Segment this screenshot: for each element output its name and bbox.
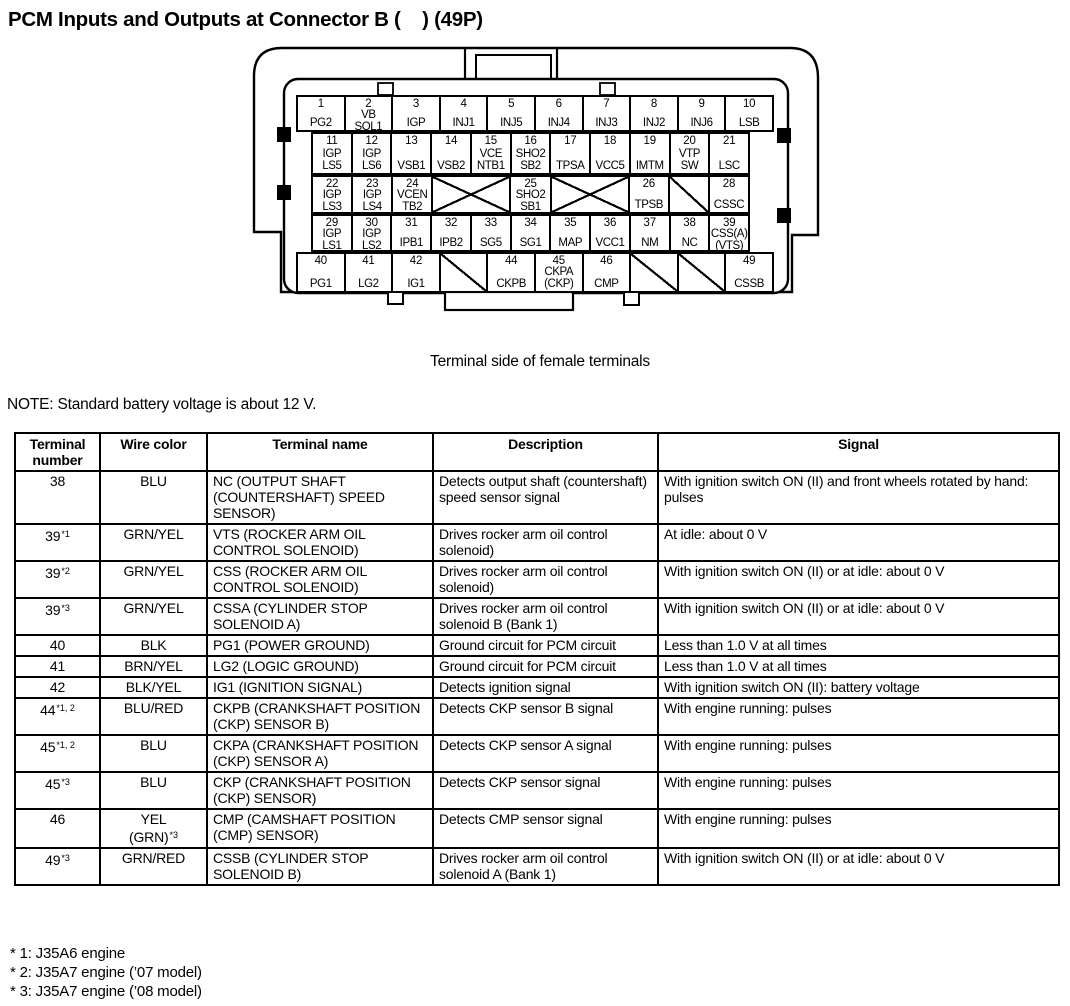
pin-number: 29 xyxy=(325,217,339,229)
column-header: Description xyxy=(433,433,658,471)
pin-number: 20 xyxy=(683,135,696,147)
pin-number: 37 xyxy=(643,217,656,229)
pin-label: IGP xyxy=(406,116,426,129)
wire-color-cell: BLU xyxy=(100,735,207,772)
description-cell: Detects CKP sensor B signal xyxy=(433,698,658,735)
pin-label: INJ2 xyxy=(642,116,665,129)
pin-24 xyxy=(391,175,433,214)
pin-41 xyxy=(344,252,394,293)
terminal-number-cell: 39$^{*2}$ xyxy=(15,561,100,598)
polarization-key xyxy=(777,208,791,223)
pin-label: INJ4 xyxy=(547,116,570,129)
description-cell: Detects output shaft (countershaft) speed sensor signal xyxy=(433,471,658,524)
pin-label: LSB xyxy=(738,116,760,129)
pin-number: 23 xyxy=(365,178,379,190)
pin-25 xyxy=(509,175,551,214)
top-keyway xyxy=(600,83,615,95)
pin-40 xyxy=(296,252,346,293)
footnote: * 1: J35A6 engine xyxy=(10,945,126,962)
terminal-name-cell: CKPB (CRANKSHAFT POSITION (CKP) SENSOR B) xyxy=(207,698,433,735)
pin-label: CKPA (CKP) xyxy=(544,266,574,290)
pin-10 xyxy=(724,95,774,132)
footnote: * 2: J35A7 engine (’07 model) xyxy=(10,964,202,981)
pin-label: SHO2 SB1 xyxy=(515,189,546,213)
terminal-table xyxy=(14,432,1060,886)
pin-14 xyxy=(430,132,472,175)
pin-11 xyxy=(311,132,353,175)
pin-12 xyxy=(351,132,393,175)
pin-label: VSB2 xyxy=(437,159,465,172)
description-cell: Drives rocker arm oil control solenoid B (Bank 1) xyxy=(433,598,658,635)
terminal-number-cell: 46 xyxy=(15,809,100,848)
pin-label: SG1 xyxy=(519,236,542,249)
pin-number: 39 xyxy=(723,217,736,229)
pin-number: 2 xyxy=(365,98,372,110)
blank-pin-cell xyxy=(629,252,679,293)
pin-number: 24 xyxy=(406,178,419,190)
pin-label: VCEN TB2 xyxy=(397,189,428,213)
terminal-number-cell: 39$^{*3}$ xyxy=(15,598,100,635)
description-cell: Detects CMP sensor signal xyxy=(433,809,658,848)
terminal-number-cell: 41 xyxy=(15,656,100,677)
table-row xyxy=(15,772,1059,809)
table-row xyxy=(15,656,1059,677)
terminal-number-cell: 44$^{*1, 2}$ xyxy=(15,698,100,735)
pin-label: TPSB xyxy=(634,198,664,211)
pin-22 xyxy=(311,175,353,214)
pin-8 xyxy=(629,95,679,132)
pin-26 xyxy=(628,175,670,214)
wire-color-cell: GRN/RED xyxy=(100,848,207,885)
signal-cell: At idle: about 0 V xyxy=(658,524,1059,561)
bottom-tab-small xyxy=(388,292,403,304)
signal-cell: With engine running: pulses xyxy=(658,735,1059,772)
page-title: PCM Inputs and Outputs at Connector B ( ) (49P) xyxy=(8,8,483,31)
pin-3 xyxy=(391,95,441,132)
pin-39 xyxy=(708,214,750,252)
pin-label: IGP LS1 xyxy=(322,228,342,252)
pin-number: 41 xyxy=(362,255,375,267)
pin-number: 32 xyxy=(444,217,458,229)
wire-color-cell: BRN/YEL xyxy=(100,656,207,677)
wire-color-cell: YEL (GRN)$^{*3}$ xyxy=(100,809,207,848)
pin-number: 10 xyxy=(742,98,756,110)
wire-color-cell: GRN/YEL xyxy=(100,561,207,598)
pin-label: SG5 xyxy=(479,236,502,249)
blank-pin-cell xyxy=(439,252,489,293)
pin-18 xyxy=(589,132,631,175)
blank-pin-cell xyxy=(550,175,630,214)
pin-number: 31 xyxy=(405,217,418,229)
description-cell: Drives rocker arm oil control solenoid) xyxy=(433,561,658,598)
battery-voltage-note: NOTE: Standard battery voltage is about 12 V. xyxy=(7,396,317,413)
signal-cell: With ignition switch ON (II) or at idle: about 0 V xyxy=(658,848,1059,885)
pin-17 xyxy=(549,132,591,175)
pin-number: 26 xyxy=(642,178,655,190)
top-keyway xyxy=(378,83,393,95)
terminal-name-cell: PG1 (POWER GROUND) xyxy=(207,635,433,656)
table-row xyxy=(15,524,1059,561)
pin-32 xyxy=(430,214,472,252)
pin-number: 9 xyxy=(698,98,705,110)
pin-label: IG1 xyxy=(407,277,425,290)
pin-label: VSB1 xyxy=(397,159,426,172)
pin-label: TPSA xyxy=(556,159,585,172)
terminal-name-cell: CMP (CAMSHAFT POSITION (CMP) SENSOR) xyxy=(207,809,433,848)
terminal-name-cell: CKPA (CRANKSHAFT POSITION (CKP) SENSOR A) xyxy=(207,735,433,772)
pin-label: CSS(A) (VTS) xyxy=(710,228,748,252)
signal-cell: With ignition switch ON (II) or at idle: about 0 V xyxy=(658,561,1059,598)
pin-label: CSSC xyxy=(713,198,745,211)
pin-number: 46 xyxy=(600,255,613,267)
pin-45 xyxy=(534,252,584,293)
description-cell: Drives rocker arm oil control solenoid) xyxy=(433,524,658,561)
pin-49 xyxy=(724,252,774,293)
pin-number: 28 xyxy=(722,178,736,190)
pin-number: 22 xyxy=(325,178,339,190)
pin-4 xyxy=(439,95,489,132)
pin-label: IPB2 xyxy=(439,236,463,249)
pin-label: PG2 xyxy=(309,116,332,129)
pin-6 xyxy=(534,95,584,132)
table-row xyxy=(15,848,1059,885)
description-cell: Drives rocker arm oil control solenoid A (Bank 1) xyxy=(433,848,658,885)
terminal-number-cell: 39$^{*1}$ xyxy=(15,524,100,561)
table-row xyxy=(15,735,1059,772)
pin-number: 3 xyxy=(412,98,420,110)
pin-37 xyxy=(629,214,671,252)
pin-label: IGP LS6 xyxy=(361,148,382,172)
pin-16 xyxy=(510,132,552,175)
terminal-number-cell: 45$^{*1, 2}$ xyxy=(15,735,100,772)
pin-number: 16 xyxy=(524,135,537,147)
pin-44 xyxy=(486,252,536,293)
diagram-caption: Terminal side of female terminals xyxy=(430,353,650,370)
signal-cell: With ignition switch ON (II): battery voltage xyxy=(658,677,1059,698)
pin-label: IMTM xyxy=(635,159,664,172)
pin-label: MAP xyxy=(558,236,583,249)
pin-number: 30 xyxy=(365,217,378,229)
pin-number: 13 xyxy=(405,135,418,147)
pin-label: VCC1 xyxy=(595,236,625,249)
pin-number: 5 xyxy=(508,98,515,110)
connector-pin-row-5 xyxy=(296,252,774,293)
pin-label: IGP LS4 xyxy=(362,189,382,213)
signal-cell: Less than 1.0 V at all times xyxy=(658,656,1059,677)
connector-pin-row-2 xyxy=(311,132,750,175)
pin-number: 42 xyxy=(409,255,423,267)
table-header-row xyxy=(15,433,1059,471)
pin-29 xyxy=(311,214,353,252)
pin-2 xyxy=(344,95,394,132)
pin-number: 44 xyxy=(504,255,518,267)
pin-5 xyxy=(486,95,536,132)
terminal-number-cell: 42 xyxy=(15,677,100,698)
terminal-name-cell: NC (OUTPUT SHAFT (COUNTERSHAFT) SPEED SENSOR) xyxy=(207,471,433,524)
column-header: Terminal name xyxy=(207,433,433,471)
pin-label: IGP LS5 xyxy=(322,148,342,172)
signal-cell: Less than 1.0 V at all times xyxy=(658,635,1059,656)
wire-color-cell: GRN/YEL xyxy=(100,524,207,561)
pin-number: 6 xyxy=(555,98,562,110)
footnotes xyxy=(10,944,202,1001)
pin-label: INJ5 xyxy=(500,116,523,129)
pin-label: INJ6 xyxy=(690,116,713,129)
pin-label: VCC5 xyxy=(595,159,625,172)
table-row xyxy=(15,677,1059,698)
pin-number: 49 xyxy=(742,255,756,267)
description-cell: Ground circuit for PCM circuit xyxy=(433,635,658,656)
table-row xyxy=(15,698,1059,735)
terminal-name-cell: VTS (ROCKER ARM OIL CONTROL SOLENOID) xyxy=(207,524,433,561)
table-row xyxy=(15,598,1059,635)
pin-19 xyxy=(629,132,671,175)
pin-1 xyxy=(296,95,346,132)
terminal-name-cell: CSSB (CYLINDER STOP SOLENOID B) xyxy=(207,848,433,885)
terminal-number-cell: 45$^{*3}$ xyxy=(15,772,100,809)
polarization-key xyxy=(277,127,291,142)
pin-label: CMP xyxy=(594,277,619,290)
footnote: * 3: J35A7 engine (’08 model) xyxy=(10,983,202,1000)
column-header: Signal xyxy=(658,433,1059,471)
column-header: Terminal number xyxy=(15,433,100,471)
pin-33 xyxy=(470,214,512,252)
pin-label: INJ3 xyxy=(595,116,618,129)
connector-pin-row-4 xyxy=(311,214,750,252)
wire-color-cell: BLK xyxy=(100,635,207,656)
pin-34 xyxy=(510,214,552,252)
pin-21 xyxy=(708,132,750,175)
table-row xyxy=(15,809,1059,848)
signal-cell: With ignition switch ON (II) or at idle: about 0 V xyxy=(658,598,1059,635)
pin-number: 34 xyxy=(524,217,537,229)
terminal-name-cell: CKP (CRANKSHAFT POSITION (CKP) SENSOR) xyxy=(207,772,433,809)
terminal-number-cell: 38 xyxy=(15,471,100,524)
polarization-key xyxy=(277,185,291,200)
pin-label: VTP SW xyxy=(678,148,701,172)
description-cell: Ground circuit for PCM circuit xyxy=(433,656,658,677)
pin-label: VB SOL1 xyxy=(354,109,383,132)
pin-15 xyxy=(470,132,512,175)
pin-30 xyxy=(351,214,393,252)
blank-pin-cell xyxy=(431,175,511,214)
pin-number: 1 xyxy=(317,98,324,110)
description-cell: Detects ignition signal xyxy=(433,677,658,698)
pin-label: IGP LS3 xyxy=(322,189,342,213)
pin-20 xyxy=(669,132,711,175)
signal-cell: With ignition switch ON (II) and front wheels rotated by hand: pulses xyxy=(658,471,1059,524)
pin-number: 36 xyxy=(603,217,617,229)
terminal-name-cell: CSS (ROCKER ARM OIL CONTROL SOLENOID) xyxy=(207,561,433,598)
pin-number: 17 xyxy=(564,135,577,147)
pin-number: 40 xyxy=(314,255,327,267)
pin-number: 19 xyxy=(643,135,656,147)
pin-36 xyxy=(589,214,631,252)
pin-label: CSSB xyxy=(734,277,764,290)
pin-label: VCE NTB1 xyxy=(476,148,505,172)
column-header: Wire color xyxy=(100,433,207,471)
wire-color-cell: BLK/YEL xyxy=(100,677,207,698)
pin-label: LSC xyxy=(718,159,740,172)
terminal-name-cell: IG1 (IGNITION SIGNAL) xyxy=(207,677,433,698)
pin-number: 25 xyxy=(524,178,537,190)
table-row xyxy=(15,561,1059,598)
pin-number: 35 xyxy=(564,217,577,229)
pin-31 xyxy=(390,214,432,252)
pin-label: PG1 xyxy=(309,277,332,290)
pin-46 xyxy=(582,252,632,293)
description-cell: Detects CKP sensor signal xyxy=(433,772,658,809)
pin-label: NC xyxy=(681,236,698,249)
pin-number: 15 xyxy=(484,135,497,147)
pin-35 xyxy=(549,214,591,252)
pin-label: NM xyxy=(641,236,659,249)
terminal-name-cell: LG2 (LOGIC GROUND) xyxy=(207,656,433,677)
description-cell: Detects CKP sensor A signal xyxy=(433,735,658,772)
signal-cell: With engine running: pulses xyxy=(658,698,1059,735)
pin-label: IGP LS2 xyxy=(361,228,382,252)
wire-color-cell: BLU/RED xyxy=(100,698,207,735)
pin-number: 7 xyxy=(603,98,610,110)
connector-pin-row-3 xyxy=(311,175,750,214)
connector-pin-row-1 xyxy=(296,95,774,132)
pin-label: LG2 xyxy=(358,277,379,290)
pin-number: 45 xyxy=(552,255,565,267)
pin-9 xyxy=(677,95,727,132)
pin-number: 18 xyxy=(603,135,617,147)
wire-color-cell: GRN/YEL xyxy=(100,598,207,635)
pin-13 xyxy=(390,132,432,175)
pin-7 xyxy=(582,95,632,132)
table-row xyxy=(15,635,1059,656)
pin-label: IPB1 xyxy=(399,236,423,249)
wire-color-cell: BLU xyxy=(100,471,207,524)
signal-cell: With engine running: pulses xyxy=(658,809,1059,848)
pin-label: SHO2 SB2 xyxy=(515,148,546,172)
pin-28 xyxy=(708,175,750,214)
blank-pin-cell xyxy=(668,175,710,214)
pin-number: 21 xyxy=(723,135,736,147)
pin-label: CKPB xyxy=(496,277,527,290)
pin-number: 8 xyxy=(650,98,658,110)
terminal-number-cell: 49$^{*3}$ xyxy=(15,848,100,885)
pin-number: 11 xyxy=(326,135,338,147)
polarization-key xyxy=(777,128,791,143)
pin-label: INJ1 xyxy=(452,116,475,129)
pin-23 xyxy=(351,175,393,214)
terminal-number-cell: 40 xyxy=(15,635,100,656)
table-row xyxy=(15,471,1059,524)
signal-cell: With engine running: pulses xyxy=(658,772,1059,809)
terminal-name-cell: CSSA (CYLINDER STOP SOLENOID A) xyxy=(207,598,433,635)
pin-38 xyxy=(669,214,711,252)
bottom-tab-small xyxy=(624,292,639,305)
pin-number: 4 xyxy=(460,98,467,110)
pin-42 xyxy=(391,252,441,293)
wire-color-cell: BLU xyxy=(100,772,207,809)
pin-number: 33 xyxy=(484,217,497,229)
pin-number: 38 xyxy=(683,217,696,229)
blank-pin-cell xyxy=(677,252,727,293)
bottom-tab-wide xyxy=(445,292,573,310)
pin-number: 14 xyxy=(444,135,458,147)
pin-number: 12 xyxy=(365,135,378,147)
